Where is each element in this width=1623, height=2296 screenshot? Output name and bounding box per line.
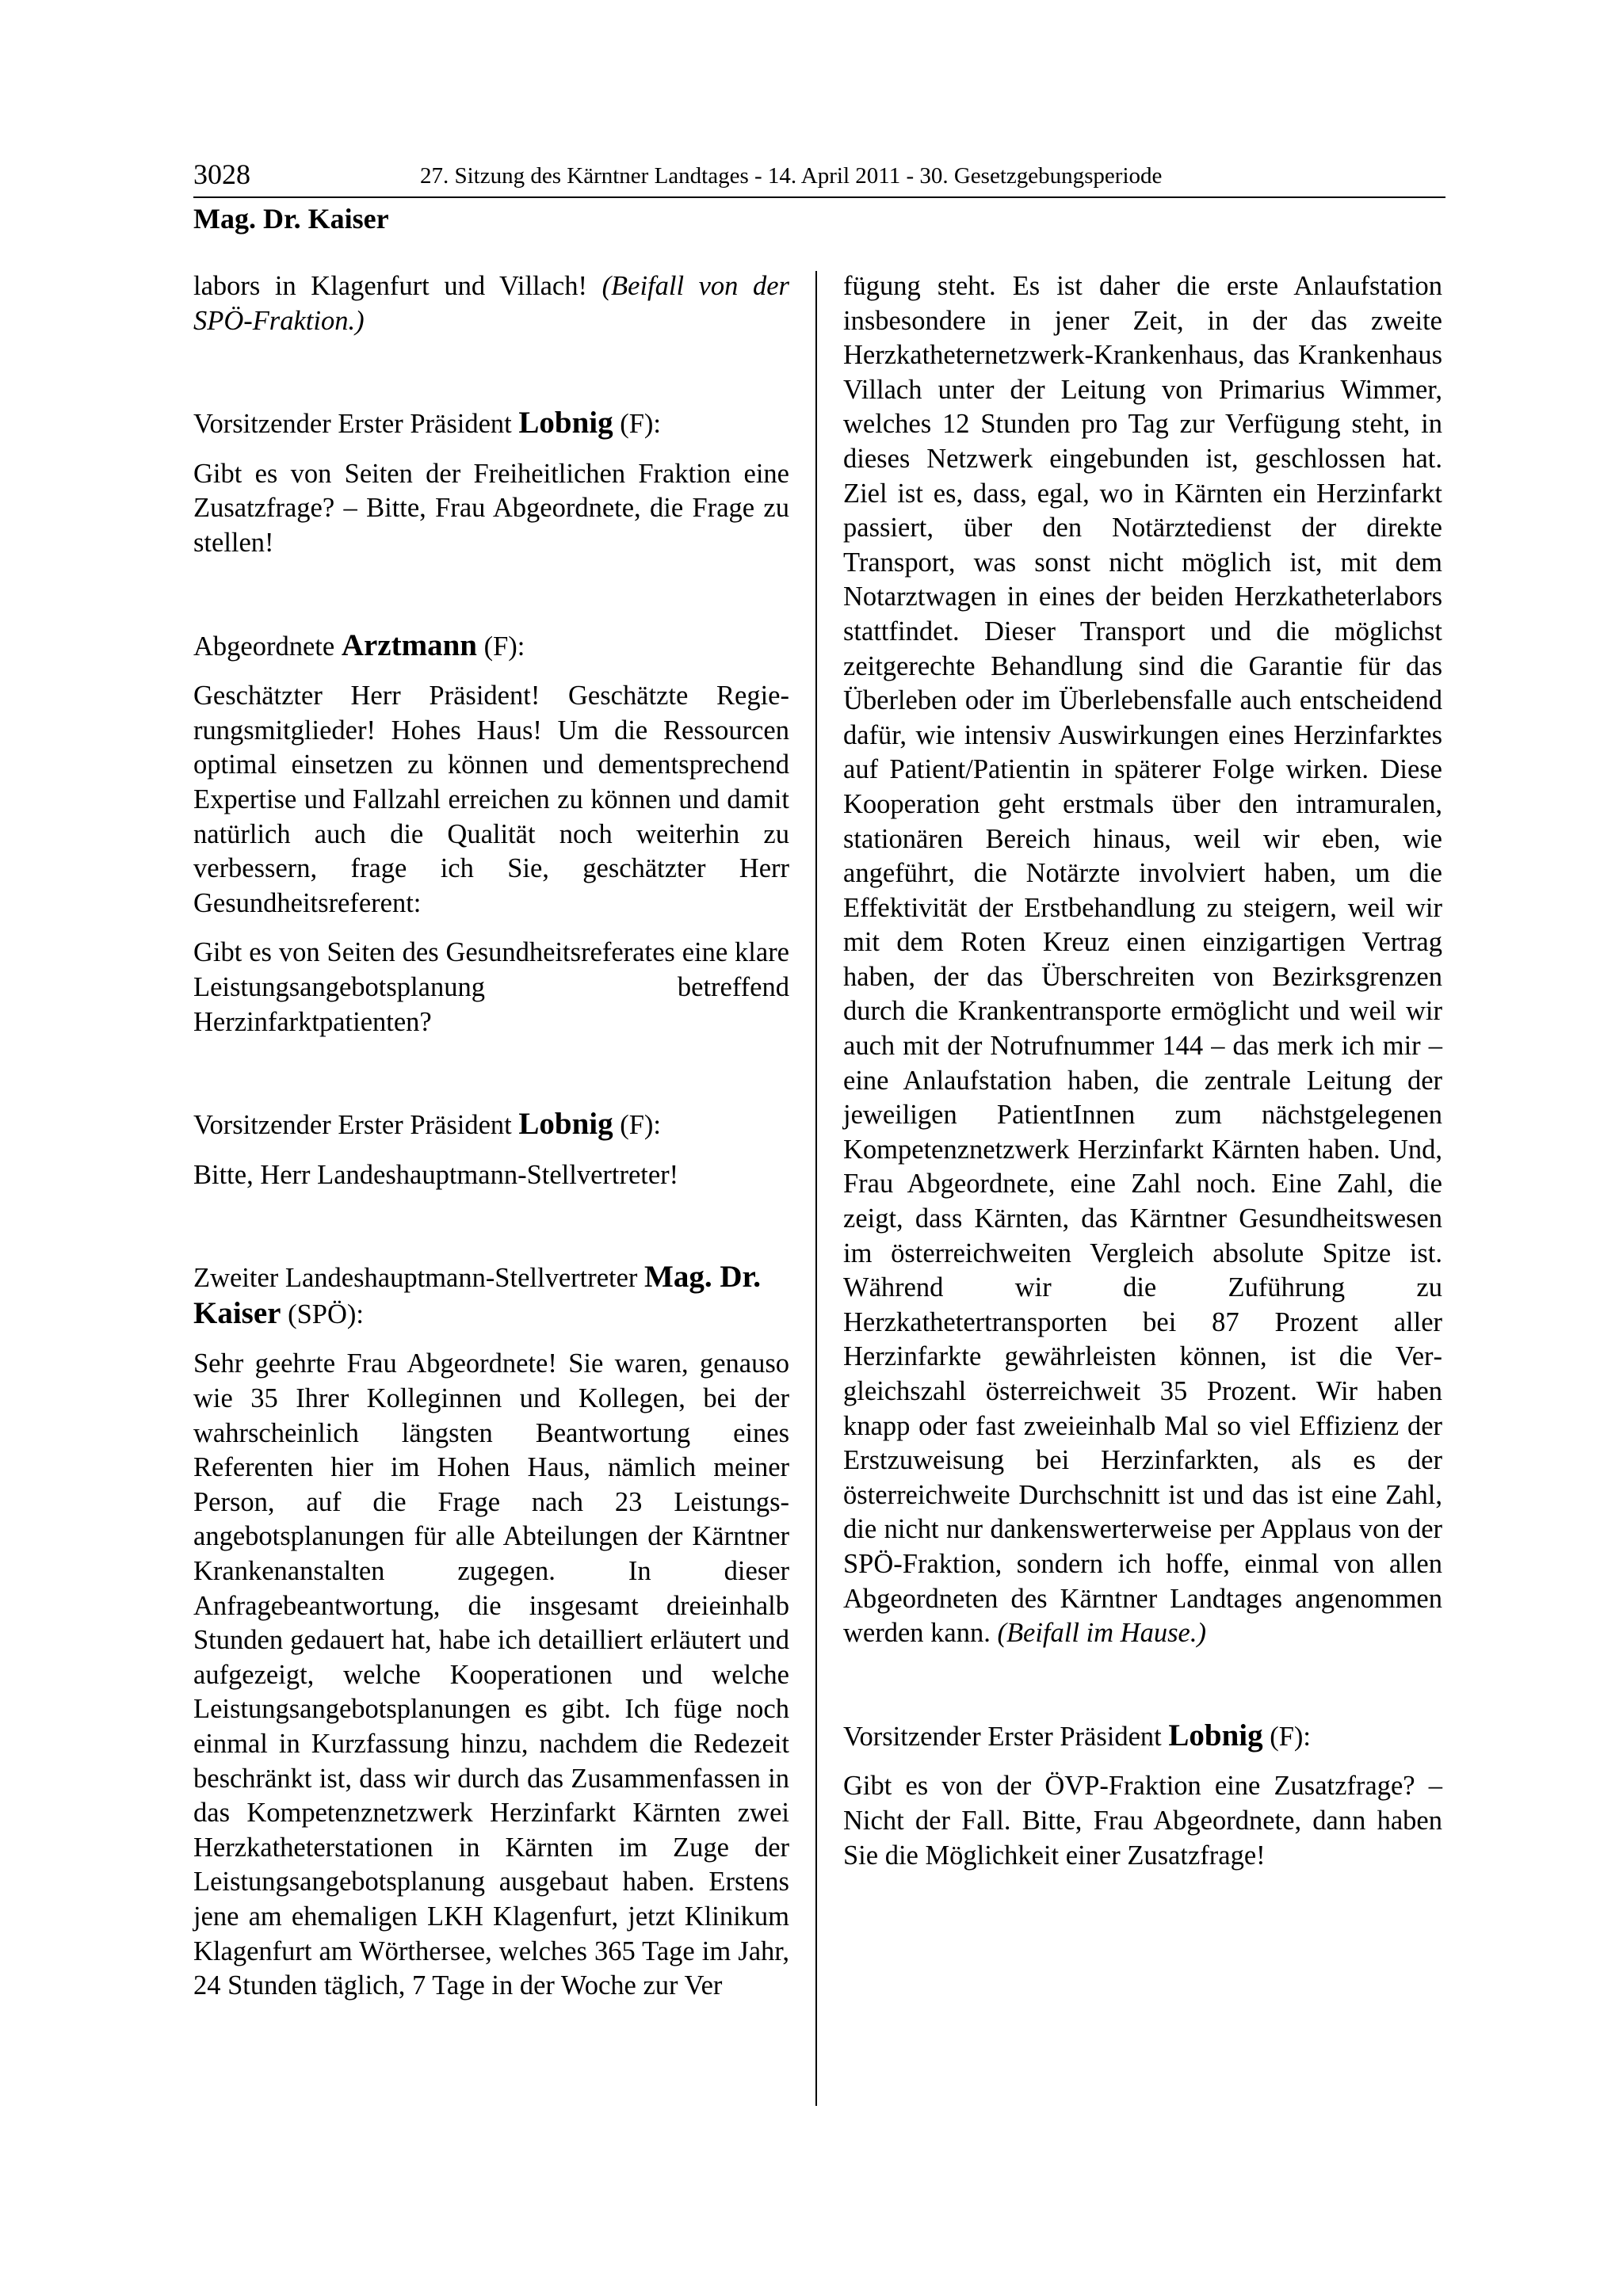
speech-paragraph: Gibt es von Seiten des Gesundheitsreferates eine klare Leistungsangebotsplanung betreffend Herzinfarktpatienten? <box>193 937 789 1037</box>
applause-note: (Beifall von der SPÖ-Fraktion.) <box>193 271 789 336</box>
speaker-header: Mag. Dr. Kaiser <box>193 203 389 235</box>
speaker-line <box>843 1718 1442 1755</box>
speaker-line <box>193 1260 789 1332</box>
left-column <box>193 269 789 2004</box>
speaker-party: (F): <box>476 631 525 662</box>
speaker-role: Vorsitzender Erster Präsident <box>193 1110 519 1141</box>
header-rule <box>193 196 1445 198</box>
applause-note: (Beifall im Hause.) <box>997 1618 1206 1649</box>
speaker-role: Vorsitzender Erster Präsident <box>193 409 519 440</box>
speaker-role: Abgeordnete <box>193 631 342 662</box>
speaker-party: (F): <box>1262 1721 1311 1752</box>
speech-paragraph: Gibt es von Seiten der Freiheitlichen Fraktion eine Zusatzfrage? – Bitte, Frau Abgeordnete, die Frage zu stellen! <box>193 458 789 558</box>
speech-paragraph: Geschätzter Herr Präsident! Geschätzte Regierungsmitglieder! Hohes Haus! Um die Ressourcen optimal einsetzen zu können und dementsprechend Expertise und Fallzahl erreichen zu können und damit natürlich auch die Qualität noch weiterhin zu verbessern, frage ich Sie, geschätzter Herr Gesundheitsreferent: <box>193 681 789 918</box>
speaker-line <box>193 628 789 665</box>
speaker-name: Mag. Dr. Kaiser <box>193 1260 761 1330</box>
paragraph-text: labors in Klagenfurt und Villach! <box>193 271 602 301</box>
speech-paragraph: Sehr geehrte Frau Abgeordnete! Sie waren, genauso wie 35 Ihrer Kolleginnen und Kollegen, bei der wahrscheinlich längsten Beantwortung eines Referenten hier im Hohen Haus, nämlich meiner Person, auf die Frage nach 23 Leistungsangebotsplanungen für alle Abteilungen der Kärntner Krankenanstalten zugegen. In dieser Anfragebeantwortung, die insgesamt dreieinhalb Stunden gedauert hat, habe ich detailliert erläutert und aufgezeigt, welche Kooperationen und welche Leistungsangebotsplanungen es gibt. Ich füge noch einmal in Kurzfassung hinzu, nachdem die Redezeit beschränkt ist, dass wir durch das Zusammenfassen in das Kompetenznetzwerk Herzinfarkt Kärnten zwei Herzkatheterstationen in Kärnten im Zuge der Leistungsangebotsplanung ausgebaut haben. Erstens jene am ehemaligen LKH Klagenfurt, jetzt Klinikum Klagenfurt am Wörthersee, welches 365 Tage im Jahr, 24 Stunden täglich, 7 Tage in der Woche zur Ver <box>193 1348 789 2001</box>
speaker-name: Lobnig <box>518 1107 613 1142</box>
speaker-name: Lobnig <box>518 406 613 441</box>
speech-paragraph: Bitte, Herr Landeshauptmann-Stellvertreter! <box>193 1159 679 1190</box>
speaker-party: (SPÖ): <box>281 1299 364 1329</box>
speaker-name: Lobnig <box>1168 1718 1263 1753</box>
running-title: 27. Sitzung des Kärntner Landtages - 14. April 2011 - 30. Gesetzgebungsperiode <box>420 163 1163 189</box>
speaker-line <box>193 1107 789 1143</box>
speech-paragraph: Gibt es von der ÖVP-Fraktion eine Zusatzfrage? – Nicht der Fall. Bitte, Frau Abgeordnete, dann haben Sie die Möglichkeit einer Zusatzfrage! <box>843 1771 1442 1871</box>
speaker-role: Vorsitzender Erster Präsident <box>843 1721 1169 1752</box>
speaker-party: (F): <box>613 1110 661 1141</box>
paragraph-text: fügung steht. Es ist daher die erste Anlaufstation insbesondere in jener Zeit, in der das zweite Herzkatheternetzwerk-Krankenhaus, das Krankenhaus Villach unter der Leitung von Primarius Wimmer, welches 12 Stunden pro Tag zur Verfügung steht, in dieses Netzwerk eingebunden ist, geschlossen hat. Ziel ist es, dass, egal, wo in Kärnten ein Herzinfarkt passiert, über den Notärztedienst der direkte Transport, was sonst nicht möglich ist, mit dem Notarztwagen in eines der beiden Herzkatheterlabors stattfindet. Dieser Transport und die möglichst zeitgerechte Behandlung sind die Garantie für das Überleben oder im Überlebensfalle auch entscheidend dafür, wie intensiv Auswirkungen eines Herzinfarktes auf Patient/Patientin in späterer Folge wirken. Diese Kooperation geht erstmals über den intramuralen, stationären Bereich hinaus, weil wir eben, wie angeführt, die Notärzte involviert haben, um die Effektivität der Erstbehandlung zu steigern, weil wir mit dem Roten Kreuz einen einzigartigen Vertrag haben, der das Überschreiten von Bezirksgrenzen durch die Krankentransporte ermöglicht und weil wir auch mit der Notrufnummer 144 – das merk ich mir – eine Anlaufstation haben, die zentrale Leitung der jeweiligen PatientInnen zum nächstgelegenen Kompetenznetzwerk Herzinfarkt Kärnten haben. Und, Frau Abgeordnete, eine Zahl noch. Eine Zahl, die zeigt, dass Kärnten, das Kärntner Gesundheitswesen im österreichweiten Vergleich absolute Spitze ist. Während wir die Zuführung zu Herzkathetertransporten bei 87 Prozent aller Herzinfarkte gewährleisten können, ist die Vergleichszahl österreichweit 35 Prozent. Wir haben knapp oder fast zweieinhalb Mal so viel Effizienz der Erstzuweisung bei Herzinfarkten, als es der österreichweite Durchschnitt ist und das ist eine Zahl, die nicht nur dankenswerterweise per Applaus von der SPÖ-Fraktion, sondern ich hoffe, einmal von allen Abgeordneten des Kärntner Landtages angenommen werden kann. <box>843 271 1442 1649</box>
speaker-name: Arztmann <box>341 627 477 662</box>
speaker-party: (F): <box>613 409 661 440</box>
speaker-line <box>193 406 789 442</box>
speaker-role: Zweiter Landeshauptmann-Stellvertreter <box>193 1263 645 1294</box>
page-number: 3028 <box>193 158 250 190</box>
column-divider <box>815 271 817 2106</box>
speech-paragraph <box>843 269 1442 1651</box>
speech-paragraph <box>193 269 789 338</box>
right-column <box>843 269 1442 1873</box>
